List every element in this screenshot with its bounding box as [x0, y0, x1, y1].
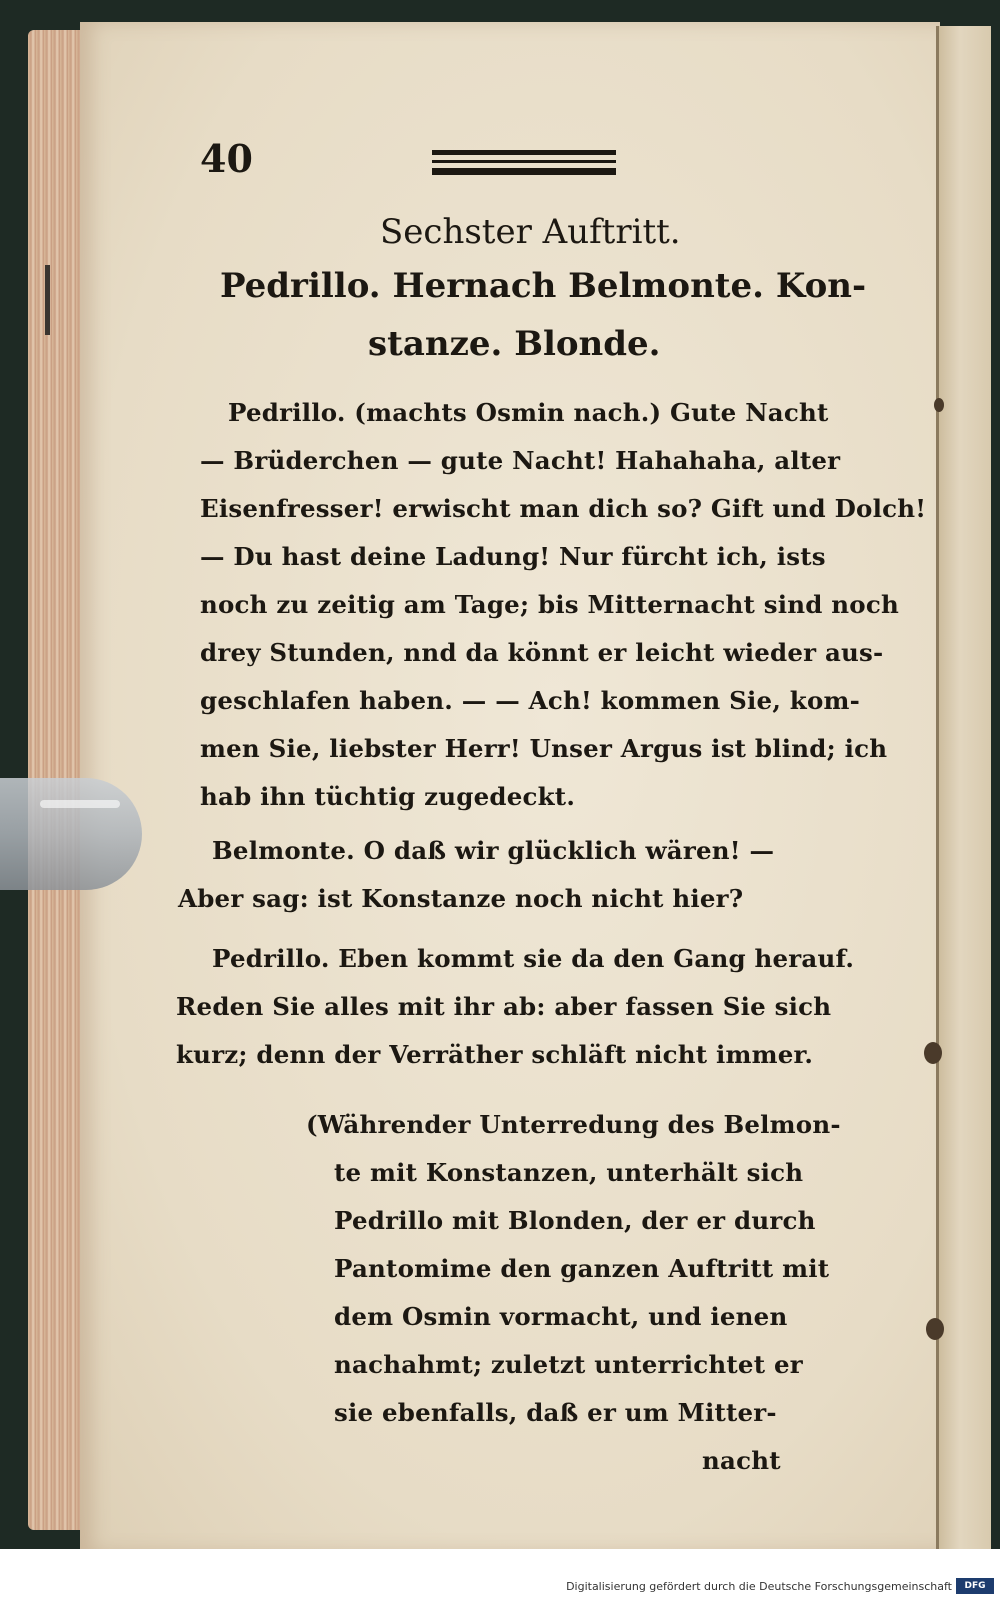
page-number: 40 [200, 136, 253, 181]
text-line: Reden Sie alles mit ihr ab: aber fassen Sie sich [176, 992, 832, 1021]
stage-direction-line: (Währender Unterredung des Belmon- [306, 1110, 841, 1139]
stage-direction-line: te mit Konstanzen, unterhält sich [334, 1158, 804, 1187]
stage-direction-line: Pedrillo mit Blonden, der er durch [334, 1206, 816, 1235]
text-line: Pedrillo. (machts Osmin nach.) Gute Nacht [228, 398, 829, 427]
page-clip [0, 778, 142, 890]
binding-hole [926, 1318, 944, 1340]
footer-credit: Digitalisierung gefördert durch die Deutsche Forschungsgemeinschaft [566, 1580, 952, 1593]
next-leaf [936, 26, 991, 1551]
scene-title: Sechster Auftritt. [380, 212, 681, 252]
dfg-logo-icon: DFG [956, 1578, 994, 1594]
stage-direction-line: dem Osmin vormacht, und ienen [334, 1302, 788, 1331]
text-line: hab ihn tüchtig zugedeckt. [200, 782, 576, 811]
text-line: Eisenfresser! erwischt man dich so? Gift und Dolch! [200, 494, 927, 523]
binding-hole [924, 1042, 942, 1064]
text-line: noch zu zeitig am Tage; bis Mitternacht sind noch [200, 590, 899, 619]
text-line: Belmonte. O daß wir glücklich wären! — [212, 836, 775, 865]
text-line: geschlafen haben. — — Ach! kommen Sie, kom- [200, 686, 861, 715]
stage-direction-line: sie ebenfalls, daß er um Mitter- [334, 1398, 777, 1427]
edge-mark [45, 265, 50, 335]
text-line: — Du hast deine Ladung! Nur fürcht ich, ists [200, 542, 826, 571]
header-rule [432, 150, 616, 155]
text-line: Pedrillo. Eben kommt sie da den Gang herauf. [212, 944, 855, 973]
stage-direction-line: nachahmt; zuletzt unterrichtet er [334, 1350, 803, 1379]
catchword: nacht [702, 1446, 781, 1475]
header-rule [432, 160, 616, 163]
binding-hole [934, 398, 944, 412]
text-line: — Brüderchen — gute Nacht! Hahahaha, alter [200, 446, 841, 475]
stage-direction-line: Pantomime den ganzen Auftritt mit [334, 1254, 830, 1283]
characters-line-1: Pedrillo. Hernach Belmonte. Kon- [220, 266, 867, 306]
text-line: drey Stunden, nnd da könnt er leicht wieder aus- [200, 638, 884, 667]
text-line: Aber sag: ist Konstanze noch nicht hier? [178, 884, 744, 913]
header-rule [432, 168, 616, 175]
page-clip-highlight [40, 800, 120, 808]
characters-line-2: stanze. Blonde. [368, 324, 661, 364]
text-line: kurz; denn der Verräther schläft nicht immer. [176, 1040, 814, 1069]
text-line: men Sie, liebster Herr! Unser Argus ist blind; ich [200, 734, 888, 763]
